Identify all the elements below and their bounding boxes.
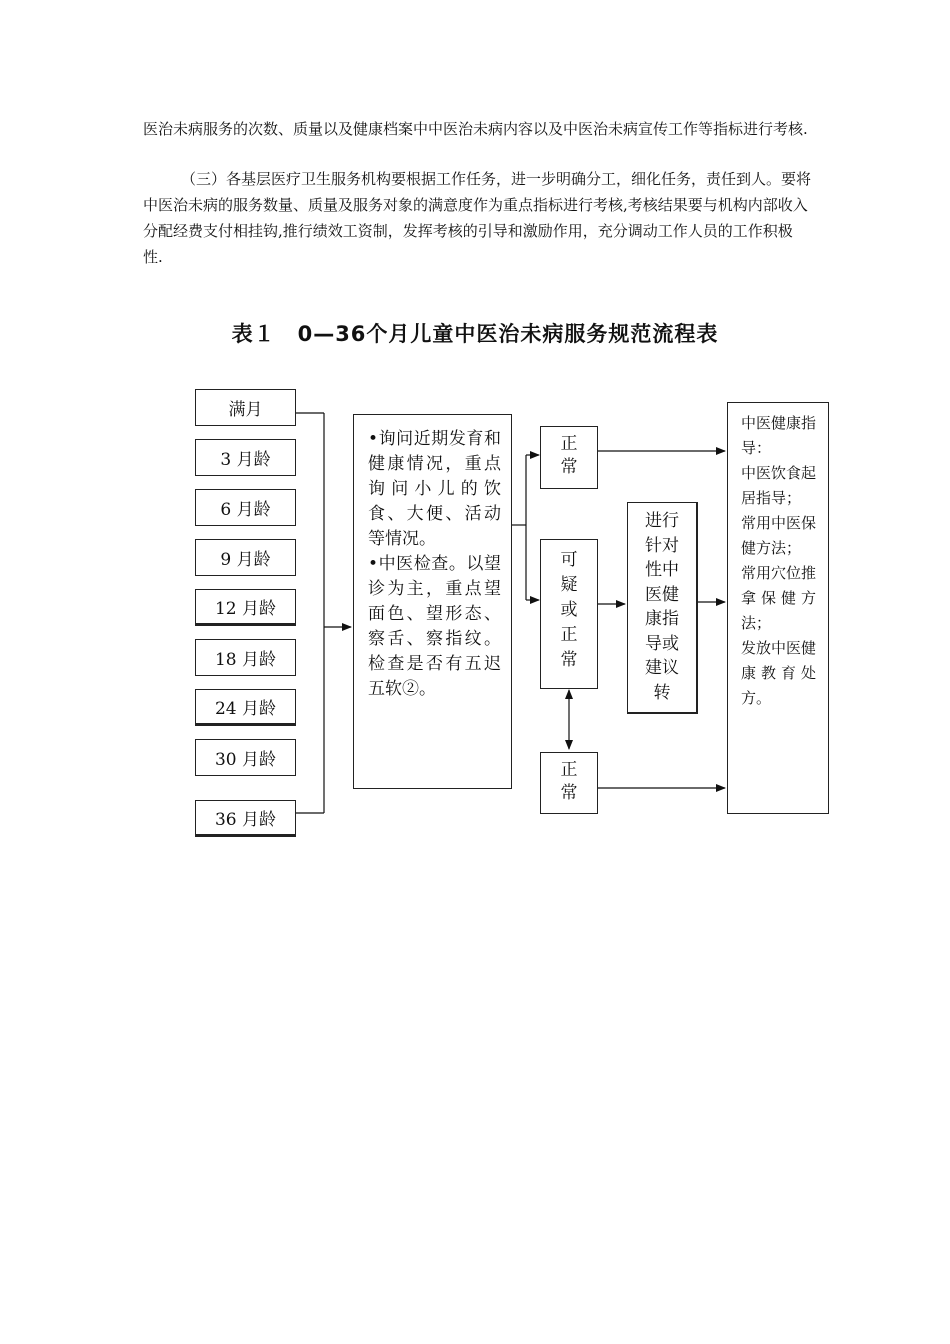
guidance-line-1: 中医健康指导：: [741, 414, 817, 457]
age-box-5: 12 月龄: [195, 589, 296, 626]
guidance-line-3: 常用中医保健方法；: [741, 514, 817, 557]
targeted-line-1: 进行: [645, 511, 679, 531]
targeted-line-3: 性中: [645, 560, 679, 580]
guidance-line-5: 发放中医健康教育处方。: [741, 639, 817, 707]
normal-bottom-char-1: 正: [560, 760, 578, 780]
age-box-2: 3 月龄: [195, 439, 296, 476]
age-box-3: 6 月龄: [195, 489, 296, 526]
targeted-line-4: 医健: [645, 584, 679, 605]
checkup-item-2: •中医检查。以望诊为主，重点望面色、望形态、察舌、察指纹。检查是否有五迟五软②。: [368, 554, 501, 699]
table-title: 表１ 0—36个月儿童中医治未病服务规范流程表: [231, 322, 719, 346]
age-box-6: 18 月龄: [195, 639, 296, 676]
age-box-7: 24 月龄: [195, 689, 296, 726]
suspicious-char-1: 可: [560, 550, 578, 570]
targeted-line-5: 康指: [645, 609, 679, 629]
suspicious-char-4: 正: [560, 625, 578, 645]
targeted-line-2: 针对: [645, 535, 679, 556]
suspicious-box: [540, 539, 598, 689]
normal-bottom-box: [540, 752, 598, 814]
age-box-9: 36 月龄: [195, 800, 296, 837]
normal-top-char-1: 正: [560, 434, 578, 454]
suspicious-char-2: 疑: [560, 575, 578, 595]
guidance-box: [727, 402, 829, 814]
suspicious-char-5: 常: [560, 650, 578, 670]
checkup-box: [353, 414, 512, 789]
targeted-line-8: 转: [653, 682, 671, 703]
normal-bottom-char-2: 常: [560, 783, 578, 803]
paragraph-2-text: （三）各基层医疗卫生服务机构要根据工作任务，进一步明确分工，细化任务，责任到人。要将中医治未病的服务数量、质量及服务对象的满意度作为重点指标进行考核,考核结果要与机构内部收入分配经费支付相挂钩,推行绩效工资制，发挥考核的引导和激励作用，充分调动工作人员的工作积极性.: [143, 170, 812, 266]
guidance-line-2: 中医饮食起居指导；: [741, 464, 817, 507]
age-box-8: 30 月龄: [195, 739, 296, 776]
normal-top-box: [540, 426, 598, 489]
targeted-line-6: 导或: [645, 633, 679, 654]
age-box-1: 满月: [195, 389, 296, 426]
checkup-item-1: •询问近期发育和健康情况，重点询问小儿的饮食、大便、活动等情况。: [368, 429, 501, 549]
age-box-4: 9 月龄: [195, 539, 296, 576]
normal-top-char-2: 常: [560, 457, 578, 477]
guidance-line-4: 常用穴位推拿保健方法；: [741, 564, 817, 632]
targeted-line-7: 建议: [645, 658, 679, 678]
targeted-box: [627, 502, 698, 714]
suspicious-char-3: 或: [560, 600, 578, 620]
paragraph-1: 医治未病服务的次数、质量以及健康档案中中医治未病内容以及中医治未病宣传工作等指标进行考核.: [143, 120, 808, 138]
